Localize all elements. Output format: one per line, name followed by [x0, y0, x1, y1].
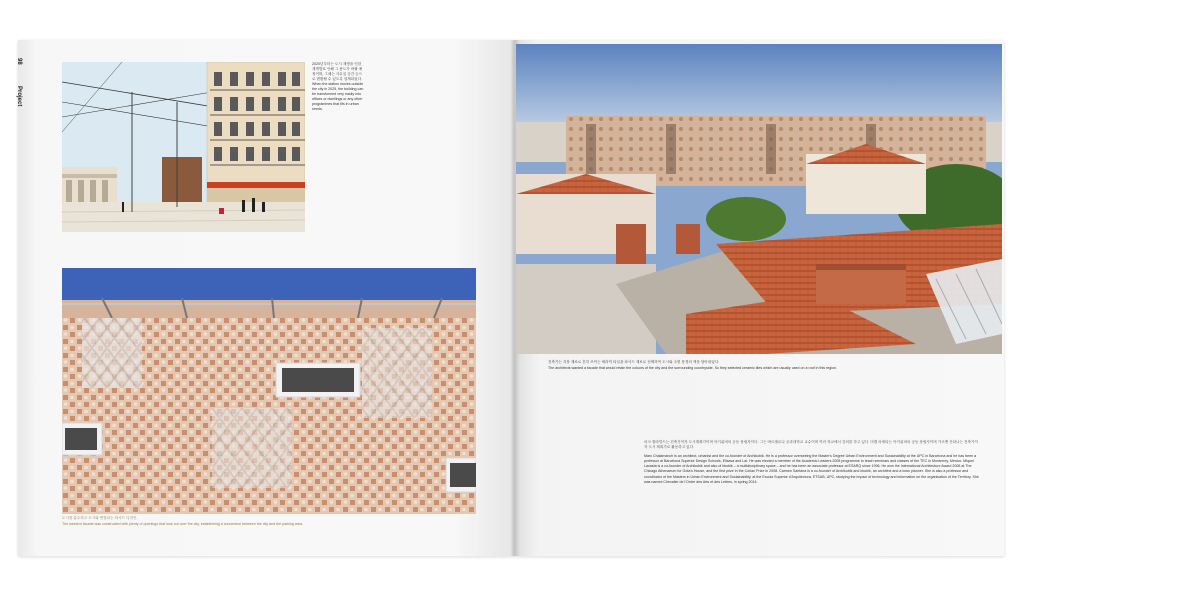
street-caption-korean: 2020년부터는 도시 재생을 인한 재개발로 인해 그 용도가 바뀔 예정이며, 그때는 사무실 공간 등으로 변환될 수 있도록 설계되었다. — [312, 62, 363, 81]
section-label: Project — [16, 86, 22, 107]
roofs-caption-english: The architects wanted a facade that would retain the colours of the city and the surrounding countryside. So they selected ceramic tiles which are usually used on a roof in this region. — [548, 365, 838, 370]
rooftops-illustration — [516, 44, 1002, 354]
bio-korean: 마크 찰라망드는 건축가이자 도시계획가이며 아키위버의 공동 창립자이다. 그는 바르셀로나 공과대학교 교수이며 여러 학교에서 강의를 하고 있다. 미켈 라세타는 아키위버의 공동 창립자이며 카르멘 산타나는 건축가이자 도시 계획가로 활동하고 있다. — [644, 440, 978, 450]
facade-caption-english: The western facade was constructed with plenty of openings that look out over the city, establishing a connection between the city and the parking area. — [62, 521, 304, 526]
roofs-caption-korean: 건축가는 지붕 재료로 흔히 쓰이는 세라믹 타일을 파사드 재료로 선택하여 도시와 주변 풍경의 색을 담아내었다. — [548, 360, 720, 364]
facade-photo — [62, 268, 476, 514]
street-photo-caption — [312, 62, 364, 111]
bio-english: Marc Chalamanch is an architect, urbanist and the co-founder of Archikubik. He is a professor overseeing the Master's Degree Urban Environment and Sustainability at the UPC in Barcelona and he has been a professor at Barcelona Superior Design Schools, Elisava and Lai. He was elected a member of the Academic Leaders 2008 programme to teach seminars and classes of the TEC in Monterrey, Mexico. Miquel Lacasta is a co-founder of Archikubik and also of irkubik – a multidisciplinary space – and he has been an associate professor at ESARQ since 1996. He won the International Architecture Award 2008 at The Chicago Athenaeum for Gota's House, and the first prize in the Corian Prize in 2008. Carmen Santana is a co-founder of Archikubik and irkubik, an architect and a town planner. She is also a professor and coordinator of the Masters in Urban Environment and Sustainability, at the Escola Superior d'Arquitectura, ETSAB, UPC, studying the impact of technology and information on the organisation of the Territory. She was named Chevalier de l'Ordre des Arts et des Lettres, in spring 2014. — [644, 454, 979, 484]
architects-bio — [644, 440, 980, 489]
street-photo — [62, 62, 305, 232]
facade-caption-korean: 도시를 흡수하고 도시와 연결되는 파사드 디자인. — [62, 516, 138, 520]
page-number: 98 — [16, 58, 22, 65]
street-caption-english: When the station moves outside the city in 2025, the building can be transformed very easily into offices or dwellings or any other programmes that fits in urban needs. — [312, 82, 364, 111]
rooftops-photo — [516, 44, 1002, 354]
ceramic-facade-illustration — [62, 268, 476, 514]
rooftops-photo-caption — [548, 360, 988, 371]
facade-photo-caption — [62, 516, 362, 527]
street-scene-illustration — [62, 62, 305, 232]
